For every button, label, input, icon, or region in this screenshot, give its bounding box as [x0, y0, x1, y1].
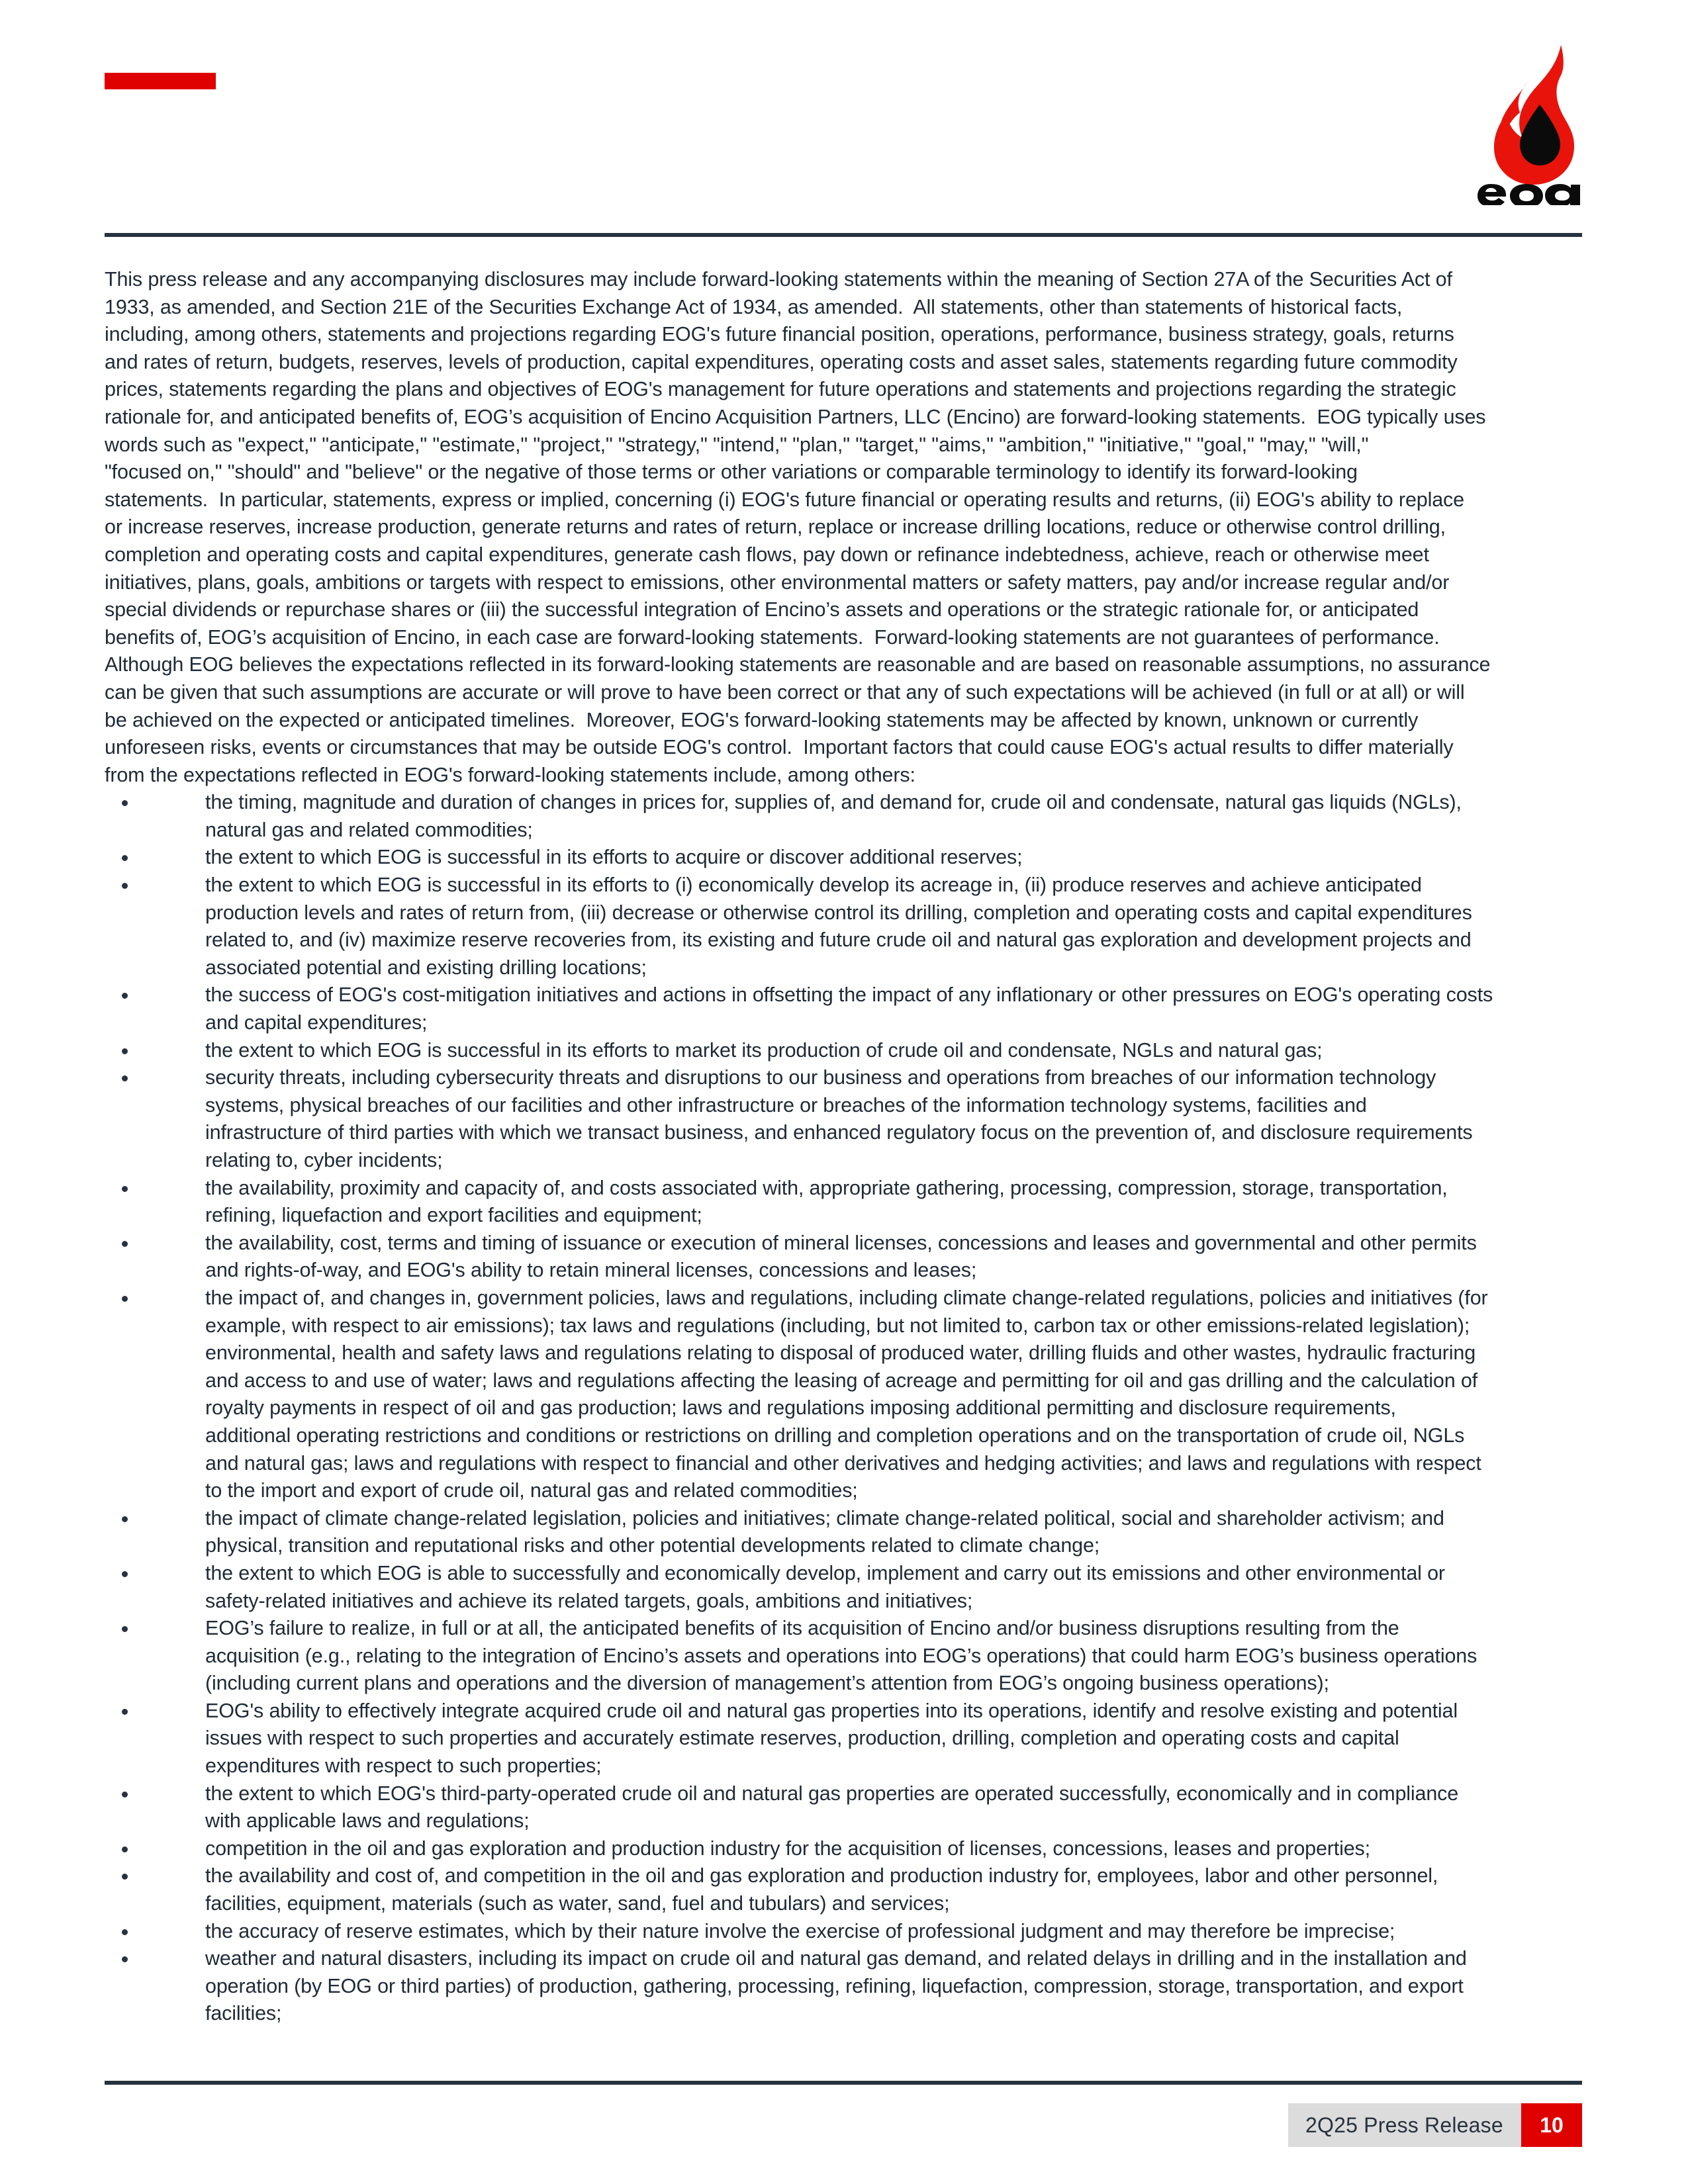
paragraph-line: including, among others, statements and projections regarding EOG's future financial position, operations, performance, business strategy, goals, returns [105, 323, 1454, 346]
risk-factor-line: security threats, including cybersecurity threats and disruptions to our business and operations from breaches of our information technology [205, 1066, 1436, 1089]
risk-factor-item [105, 1945, 1583, 2028]
risk-factor-line: acquisition (e.g., relating to the integration of Encino’s assets and operations into EOG’s operations) that could harm EOG’s business operations [205, 1644, 1477, 1667]
paragraph-line: and rates of return, budgets, reserves, levels of production, capital expenditures, operating costs and asset sales, statements regarding future commodity [105, 350, 1458, 373]
risk-factor-item [105, 1037, 1583, 1065]
paragraph-line: special dividends or repurchase shares or (iii) the successful integration of Encino’s assets and operations or the strategic rationale for, or anticipated [105, 598, 1419, 621]
risk-factor-item [105, 1835, 1583, 1863]
risk-factor-line: and capital expenditures; [205, 1011, 428, 1034]
risk-factor-item [105, 1505, 1583, 1560]
risk-factor-line: expenditures with respect to such properties; [205, 1754, 602, 1778]
eog-wordmark [1477, 184, 1580, 205]
risk-factor-line: natural gas and related commodities; [205, 818, 533, 841]
paragraph-line: 1933, as amended, and Section 21E of the Securities Exchange Act of 1934, as amended. All statements, other than statements of historical facts, [105, 295, 1403, 318]
risk-factor-line: associated potential and existing drilling locations; [205, 956, 647, 979]
risk-factor-line: the extent to which EOG is successful in its efforts to acquire or discover additional reserves; [205, 846, 1023, 869]
risk-factor-item [105, 844, 1583, 872]
footer-page-number: 10 [1521, 2103, 1582, 2147]
risk-factor-item [105, 1064, 1583, 1174]
risk-factor-line: the extent to which EOG is successful in its efforts to market its production of crude oil and condensate, NGLs and natural gas; [205, 1038, 1323, 1062]
risk-factor-line: the extent to which EOG's third-party-operated crude oil and natural gas properties are operated successfully, economically and in compliance [205, 1782, 1459, 1805]
risk-factor-line: the extent to which EOG is successful in its efforts to (i) economically develop its acreage in, (ii) produce reserves and achieve anticipated [205, 874, 1422, 897]
bullet-icon [122, 1186, 128, 1192]
risk-factor-line: the availability, cost, terms and timing of issuance or execution of mineral licenses, concessions and leases and governmental and other permits [205, 1231, 1477, 1254]
risk-factor-line: the impact of climate change-related legislation, policies and initiatives; climate change-related political, social and shareholder activism; and [205, 1506, 1444, 1529]
risk-factor-item [105, 1698, 1583, 1780]
risk-factor-line: and access to and use of water; laws and regulations affecting the leasing of acreage and permitting for oil and gas drilling and the calculation of [205, 1369, 1477, 1392]
risk-factor-line: the success of EOG's cost-mitigation initiatives and actions in offsetting the impact of any inflationary or other pressures on EOG's operating costs [205, 983, 1493, 1007]
risk-factor-item [105, 1615, 1583, 1698]
risk-factor-item [105, 1285, 1583, 1505]
risk-factor-line: environmental, health and safety laws and regulations relating to disposal of produced water, drilling fluids and other wastes, hydraulic fracturing [205, 1342, 1476, 1365]
paragraph-line: benefits of, EOG’s acquisition of Encino, in each case are forward-looking statements. Forward-looking statements are not guarantees of performance. [105, 625, 1440, 649]
risk-factor-line: the timing, magnitude and duration of changes in prices for, supplies of, and demand for, crude oil and condensate, natural gas liquids (NGLs), [205, 791, 1462, 814]
risk-factor-line: with applicable laws and regulations; [205, 1809, 530, 1833]
footer-divider [105, 2081, 1582, 2085]
risk-factor-line: safety-related initiatives and achieve its related targets, goals, ambitions and initiatives; [205, 1589, 973, 1612]
paragraph-line: from the expectations reflected in EOG's forward-looking statements include, among others: [105, 763, 915, 786]
bullet-icon [122, 1241, 128, 1247]
risk-factor-line: production levels and rates of return from, (iii) decrease or otherwise control its drilling, completion and operating costs and capital expenditures [205, 901, 1472, 924]
risk-factor-item [105, 1175, 1583, 1230]
bullet-icon [122, 1626, 128, 1632]
paragraph-line: be achieved on the expected or anticipated timelines. Moreover, EOG's forward-looking statements may be affected by known, unknown or currently [105, 708, 1419, 731]
risk-factor-line: related to, and (iv) maximize reserve recoveries from, its existing and future crude oil and natural gas exploration and development projects and [205, 929, 1472, 952]
forward-looking-statements-paragraph [105, 266, 1583, 789]
risk-factor-line: refining, liquefaction and export facilities and equipment; [205, 1204, 702, 1227]
risk-factor-line: infrastructure of third parties with which we transact business, and enhanced regulatory focus on the prevention of, and disclosure requirements [205, 1121, 1473, 1144]
risk-factor-item [105, 1862, 1583, 1917]
risk-factors-list [105, 789, 1583, 2028]
bullet-icon [122, 993, 128, 999]
risk-factor-item [105, 1230, 1583, 1285]
risk-factor-line: (including current plans and operations and the diversion of management’s attention from EOG’s ongoing business operations); [205, 1672, 1329, 1695]
risk-factor-line: systems, physical breaches of our facilities and other infrastructure or breaches of the information technology systems, facilities and [205, 1093, 1367, 1116]
footer-document-label: 2Q25 Press Release [1288, 2103, 1521, 2147]
red-accent-bar [105, 73, 216, 89]
risk-factor-line: EOG's ability to effectively integrate acquired crude oil and natural gas properties into its operations, identify and resolve existing and potential [205, 1699, 1458, 1722]
risk-factor-item [105, 872, 1583, 981]
bullet-icon [122, 1516, 128, 1522]
page-content [105, 266, 1583, 2028]
paragraph-line: unforeseen risks, events or circumstances that may be outside EOG's control. Important factors that could cause EOG's actual results to differ materially [105, 736, 1454, 759]
paragraph-line: words such as "expect," "anticipate," "estimate," "project," "strategy," "intend," "plan," "target," "aims," "ambition," "initiative," "goal," "may," "will," [105, 433, 1369, 456]
risk-factor-line: and rights-of-way, and EOG's ability to retain mineral licenses, concessions and leases; [205, 1259, 977, 1282]
bullet-icon [122, 1571, 128, 1577]
page-footer [105, 2103, 1582, 2151]
bullet-icon [122, 883, 128, 889]
risk-factor-item [105, 1918, 1583, 1946]
bullet-icon [122, 1296, 128, 1302]
risk-factor-line: additional operating restrictions and conditions or restrictions on drilling and completion operations and on the transportation of crude oil, NGLs [205, 1424, 1465, 1447]
bullet-icon [122, 1048, 128, 1054]
paragraph-line: This press release and any accompanying disclosures may include forward-looking statements within the meaning of Section 27A of the Securities Act of [105, 268, 1452, 291]
bullet-icon [122, 855, 128, 861]
paragraph-line: can be given that such assumptions are accurate or will prove to have been correct or that any of such expectations will be achieved (in full or at all) or will [105, 680, 1465, 704]
risk-factor-line: the availability, proximity and capacity of, and costs associated with, appropriate gathering, processing, compression, storage, transportation, [205, 1176, 1448, 1199]
risk-factor-line: competition in the oil and gas exploration and production industry for the acquisition of licenses, concessions, leases and properties; [205, 1837, 1370, 1860]
risk-factor-line: the availability and cost of, and competition in the oil and gas exploration and production industry for, employees, labor and other personnel, [205, 1864, 1438, 1888]
paragraph-line: completion and operating costs and capital expenditures, generate cash flows, pay down or refinance indebtedness, achieve, reach or otherwise meet [105, 543, 1429, 566]
risk-factor-item [105, 1780, 1583, 1835]
paragraph-line: statements. In particular, statements, express or implied, concerning (i) EOG's future financial or operating results and returns, (ii) EOG's ability to replace [105, 488, 1464, 511]
risk-factor-line: facilities, equipment, materials (such as water, sand, fuel and tubulars) and services; [205, 1892, 950, 1915]
bullet-icon [122, 1709, 128, 1715]
paragraph-line: rationale for, and anticipated benefits of, EOG’s acquisition of Encino Acquisition Partners, LLC (Encino) are forward-looking statements. EOG typically uses [105, 405, 1486, 428]
risk-factor-line: example, with respect to air emissions); tax laws and regulations (including, but not limited to, carbon tax or other emissions-related legislation); [205, 1314, 1470, 1337]
risk-factor-line: operation (by EOG or third parties) of production, gathering, processing, refining, liquefaction, compression, storage, transportation, and export [205, 1974, 1464, 1997]
risk-factor-line: weather and natural disasters, including its impact on crude oil and natural gas demand, and related delays in drilling and in the installation and [205, 1947, 1467, 1970]
paragraph-line: Although EOG believes the expectations reflected in its forward-looking statements are reasonable and are based on reasonable assumptions, no assurance [105, 653, 1491, 676]
bullet-icon [122, 1874, 128, 1880]
risk-factor-line: issues with respect to such properties and accurately estimate reserves, production, drilling, completion and operating costs and capital [205, 1727, 1399, 1750]
risk-factor-line: facilities; [205, 2002, 282, 2025]
risk-factor-item [105, 981, 1583, 1036]
header-divider [105, 233, 1582, 237]
risk-factor-line: physical, transition and reputational risks and other potential developments related to climate change; [205, 1534, 1100, 1557]
risk-factor-line: the extent to which EOG is able to successfully and economically develop, implement and carry out its emissions and other environmental or [205, 1561, 1445, 1584]
bullet-icon [122, 1792, 128, 1797]
risk-factor-item [105, 1560, 1583, 1615]
bullet-icon [122, 1929, 128, 1935]
risk-factor-line: and natural gas; laws and regulations with respect to financial and other derivatives and hedging activities; and laws and regulations with respect [205, 1451, 1481, 1475]
risk-factor-line: EOG’s failure to realize, in full or at all, the anticipated benefits of its acquisition of Encino and/or business disruptions resulting from the [205, 1617, 1399, 1640]
paragraph-line: initiatives, plans, goals, ambitions or targets with respect to emissions, other environmental matters or safety matters, pay and/or increase regular and/or [105, 570, 1450, 594]
bullet-icon [122, 1846, 128, 1852]
risk-factor-line: the impact of, and changes in, government policies, laws and regulations, including climate change-related regulations, policies and initiatives (for [205, 1286, 1488, 1309]
risk-factor-item [105, 789, 1583, 844]
risk-factor-line: royalty payments in respect of oil and gas production; laws and regulations imposing additional permitting and disclosure requirements, [205, 1396, 1396, 1420]
eog-logo [1476, 41, 1595, 205]
risk-factor-line: the accuracy of reserve estimates, which by their nature involve the exercise of professional judgment and may therefore be imprecise; [205, 1919, 1395, 1942]
bullet-icon [122, 1075, 128, 1081]
page-header [0, 0, 1688, 236]
bullet-icon [122, 800, 128, 806]
risk-factor-line: relating to, cyber incidents; [205, 1149, 443, 1171]
paragraph-line: "focused on," "should" and "believe" or the negative of those terms or other variations or comparable terminology to identify its forward-looking [105, 461, 1358, 484]
paragraph-line: prices, statements regarding the plans and objectives of EOG's management for future operations and statements and projections regarding the strategic [105, 378, 1456, 401]
bullet-icon [122, 1956, 128, 1962]
risk-factor-line: to the import and export of crude oil, natural gas and related commodities; [205, 1479, 858, 1502]
paragraph-line: or increase reserves, increase production, generate returns and rates of return, replace or increase drilling locations, reduce or otherwise control drilling, [105, 516, 1446, 539]
